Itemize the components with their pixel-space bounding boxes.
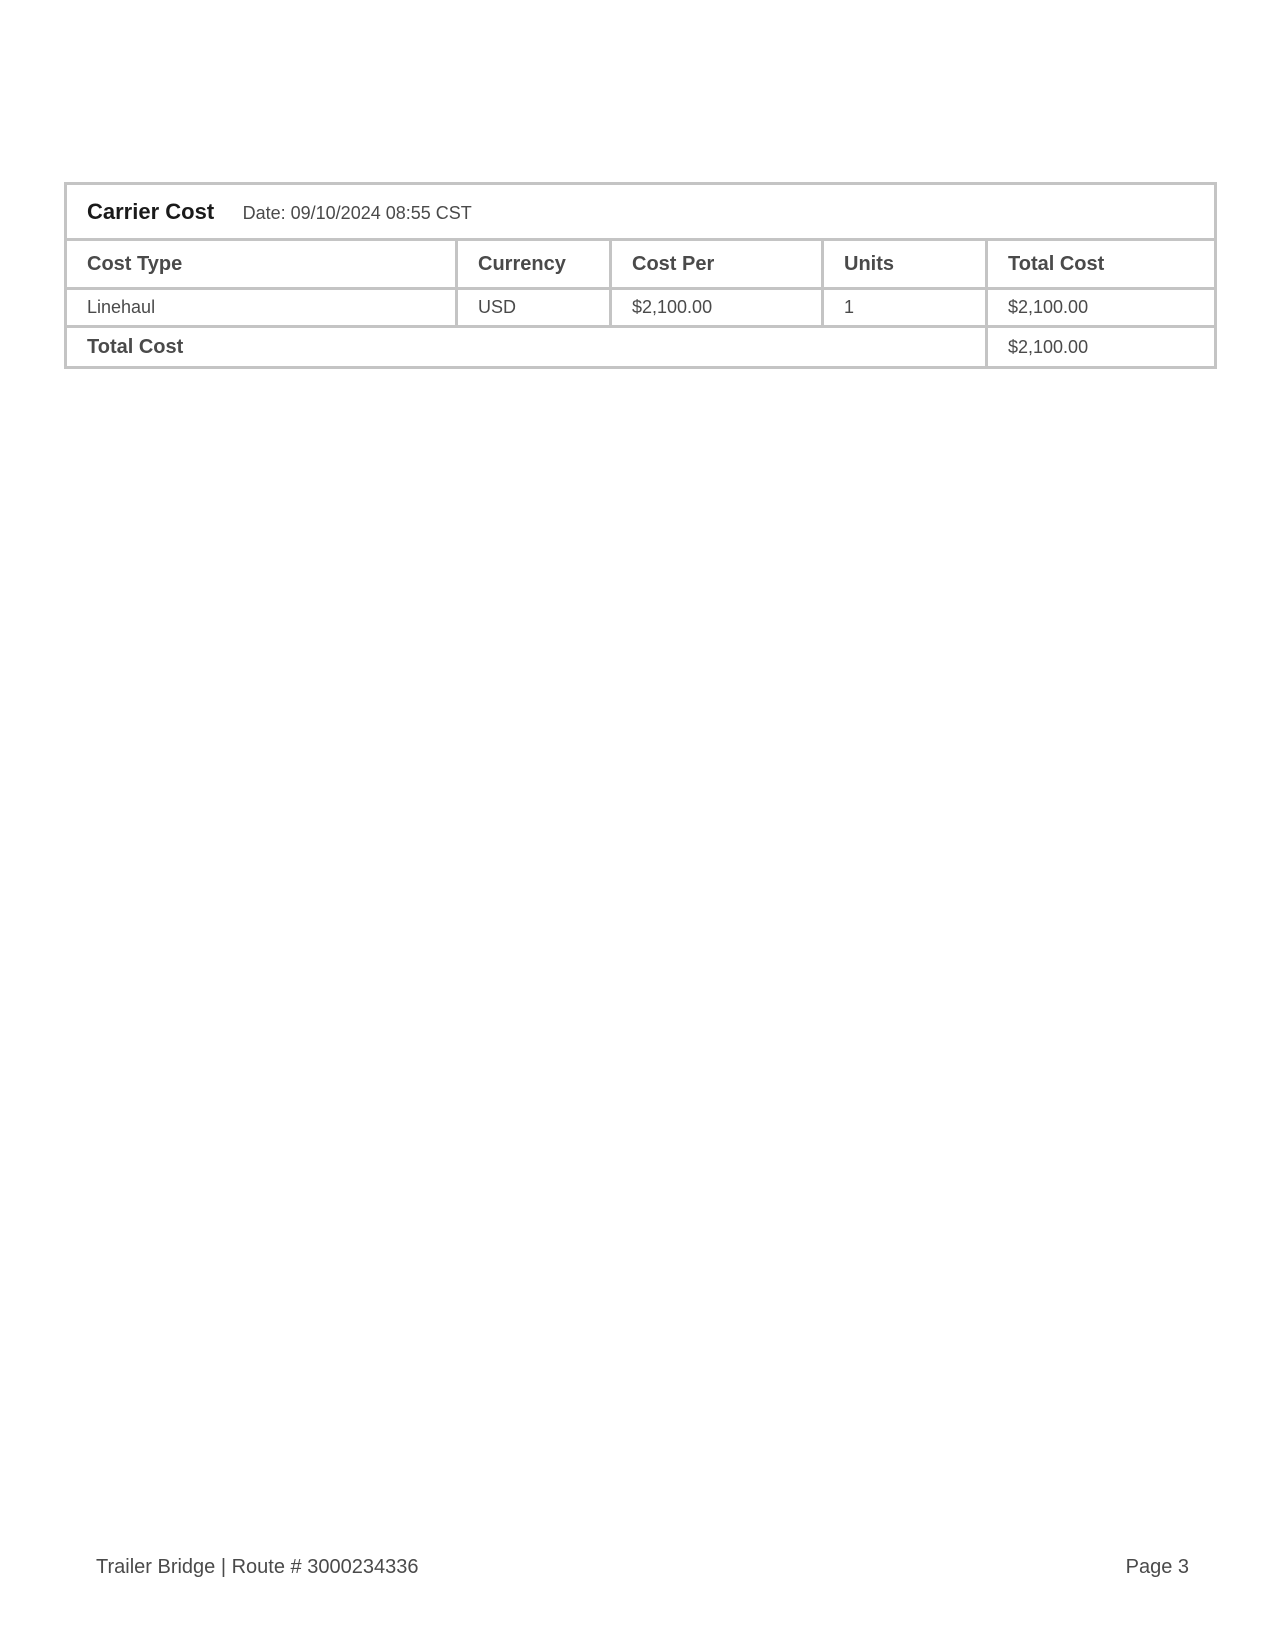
cell-units: 1 — [823, 289, 987, 327]
total-cost-label: Total Cost — [66, 327, 987, 368]
cell-cost-per: $2,100.00 — [611, 289, 823, 327]
column-header-currency: Currency — [457, 240, 611, 289]
section-date: Date: 09/10/2024 08:55 CST — [242, 202, 472, 223]
table-title-cell — [66, 184, 1216, 240]
carrier-cost-table — [64, 182, 1217, 369]
table-row — [66, 289, 1216, 327]
table-title-row — [66, 184, 1216, 240]
cell-cost-type: Linehaul — [66, 289, 457, 327]
column-header-units: Units — [823, 240, 987, 289]
cell-currency: USD — [457, 289, 611, 327]
cell-total-cost: $2,100.00 — [987, 289, 1216, 327]
section-title: Carrier Cost — [87, 198, 215, 224]
column-header-total-cost: Total Cost — [987, 240, 1216, 289]
total-cost-value: $2,100.00 — [987, 327, 1216, 368]
footer-page-number: Page 3 — [1125, 1556, 1189, 1578]
table-header-row — [66, 240, 1216, 289]
table-total-row — [66, 327, 1216, 368]
column-header-cost-per: Cost Per — [611, 240, 823, 289]
footer-route-info: Trailer Bridge | Route # 3000234336 — [96, 1556, 419, 1578]
column-header-cost-type: Cost Type — [66, 240, 457, 289]
